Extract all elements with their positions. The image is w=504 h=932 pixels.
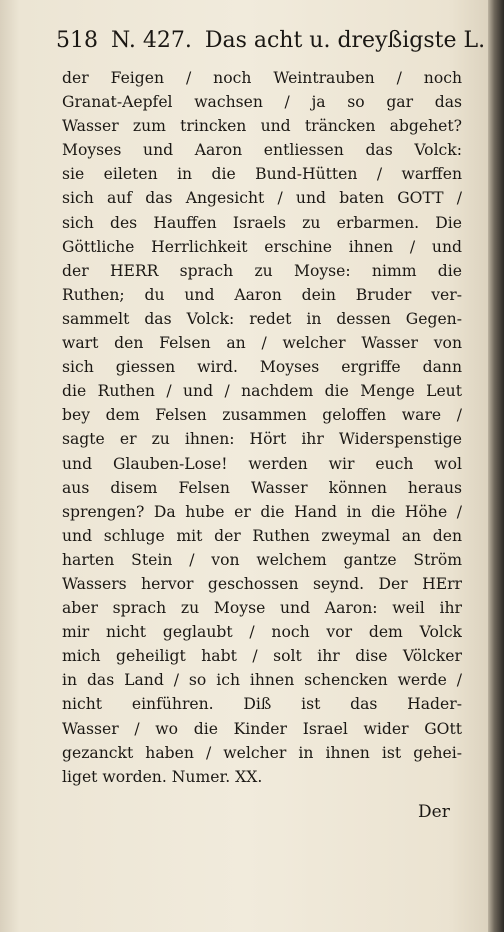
text-line: Wasser zum trincken und träncken abgehet? bbox=[62, 117, 462, 136]
text-line: in das Land / so ich ihnen schencken werde / bbox=[62, 671, 462, 690]
text-line: die Ruthen / und / nachdem die Menge Leut bbox=[62, 382, 462, 401]
section-number: N. 427. bbox=[111, 28, 192, 53]
text-line: der Feigen / noch Weintrauben / noch bbox=[62, 69, 462, 87]
text-line: und schluge mit der Ruthen zweymal an den bbox=[62, 526, 462, 545]
text-line: Wassers hervor geschossen seynd. Der HErr bbox=[62, 574, 462, 593]
page-edge-shadow bbox=[488, 0, 504, 932]
text-line: mich geheiligt habt / solt ihr dise Völcker bbox=[62, 647, 462, 666]
text-line: Göttliche Herrlichkeit erschine ihnen / und bbox=[62, 237, 462, 256]
text-line: sammelt das Volck: redet in dessen Gegen- bbox=[62, 309, 462, 328]
catchword: Der bbox=[418, 802, 450, 822]
text-line: gezanckt haben / welcher in ihnen ist gehei- bbox=[62, 743, 462, 762]
text-line: Ruthen; du und Aaron dein Bruder ver- bbox=[62, 285, 462, 304]
text-line: Moyses und Aaron entliessen das Volck: bbox=[62, 141, 462, 160]
text-line: sich giessen wird. Moyses ergriffe dann bbox=[62, 358, 462, 377]
text-line: aus disem Felsen Wasser können heraus bbox=[62, 478, 462, 497]
text-line: mir nicht geglaubt / noch vor dem Volck bbox=[62, 623, 462, 642]
text-line: sagte er zu ihnen: Hört ihr Widerspenstige bbox=[62, 430, 462, 449]
page-number: 518 bbox=[56, 28, 98, 53]
text-line: sprengen? Da hube er die Hand in die Höhe / bbox=[62, 502, 462, 521]
page-header bbox=[56, 28, 486, 62]
text-line: aber sprach zu Moyse und Aaron: weil ihr bbox=[62, 599, 462, 618]
text-line: liget worden. Numer. XX. bbox=[62, 767, 263, 786]
text-line: der HERR sprach zu Moyse: nimm die bbox=[62, 261, 462, 280]
text-line: Wasser / wo die Kinder Israel wider GOtt bbox=[62, 719, 462, 738]
text-line: Granat-Aepfel wachsen / ja so gar das bbox=[62, 93, 462, 112]
text-line: harten Stein / von welchem gantze Ström bbox=[62, 550, 462, 569]
text-line: und Glauben-Lose! werden wir euch wol bbox=[62, 454, 462, 473]
running-title: Das acht u. dreyßigste L. bbox=[204, 28, 486, 53]
text-line: sich auf das Angesicht / und baten GOTT / bbox=[62, 189, 462, 208]
text-line: sie eileten in die Bund-Hütten / warffen bbox=[62, 165, 462, 184]
text-line: sich des Hauffen Israels zu erbarmen. Die bbox=[62, 213, 462, 232]
text-line: nicht einführen. Diß ist das Hader- bbox=[62, 695, 462, 714]
body-text bbox=[62, 66, 462, 789]
text-line: bey dem Felsen zusammen geloffen ware / bbox=[62, 406, 462, 425]
text-line: wart den Felsen an / welcher Wasser von bbox=[62, 334, 462, 353]
